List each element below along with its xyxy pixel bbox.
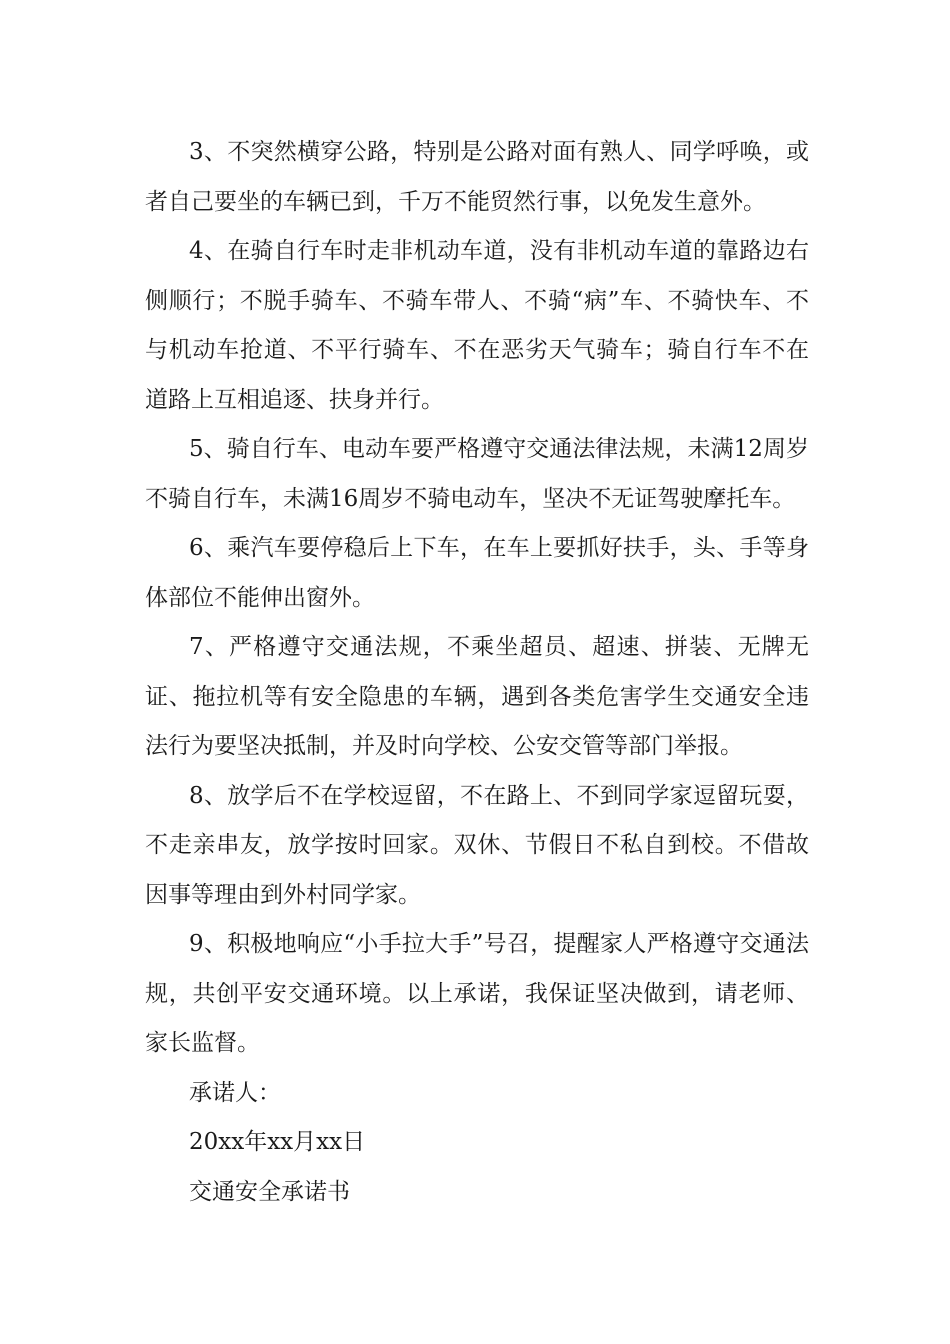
- item-6-paragraph: 6、乘汽车要停稳后上下车，在车上要抓好扶手，头、手等身体部位不能伸出窗外。: [145, 535, 809, 611]
- item-4-paragraph: 4、在骑自行车时走非机动车道，没有非机动车道的靠路边右侧顺行；不脱手骑车、不骑车带人、不骑“病”车、不骑快车、不与机动车抢道、不平行骑车、不在恶劣天气骑车；骑自行车不在道路上互相追逐、扶身并行。: [145, 238, 809, 413]
- next-document-title: 交通安全承诺书: [189, 1178, 350, 1205]
- signature-date: 20xx年xx月xx日: [189, 1129, 366, 1155]
- document-body: [145, 128, 809, 1217]
- item-3-paragraph: 3、不突然横穿公路，特别是公路对面有熟人、同学呼唤，或者自己要坐的车辆已到，千万不能贸然行事，以免发生意外。: [145, 139, 809, 215]
- item-5-paragraph: 5、骑自行车、电动车要严格遵守交通法律法规，未满12周岁不骑自行车，未满16周岁不骑电动车，坚决不无证驾驶摩托车。: [145, 436, 809, 512]
- signer-label: 承诺人：: [189, 1079, 281, 1106]
- item-7-paragraph: 7、严格遵守交通法规，不乘坐超员、超速、拼装、无牌无证、拖拉机等有安全隐患的车辆，遇到各类危害学生交通安全违法行为要坚决抵制，并及时向学校、公安交管等部门举报。: [145, 634, 809, 759]
- item-8-paragraph: 8、放学后不在学校逗留，不在路上、不到同学家逗留玩耍，不走亲串友，放学按时回家。双休、节假日不私自到校。不借故因事等理由到外村同学家。: [145, 782, 809, 908]
- item-9-paragraph: 9、积极地响应“小手拉大手”号召，提醒家人严格遵守交通法规，共创平安交通环境。以上承诺，我保证坚决做到，请老师、家长监督。: [145, 931, 809, 1056]
